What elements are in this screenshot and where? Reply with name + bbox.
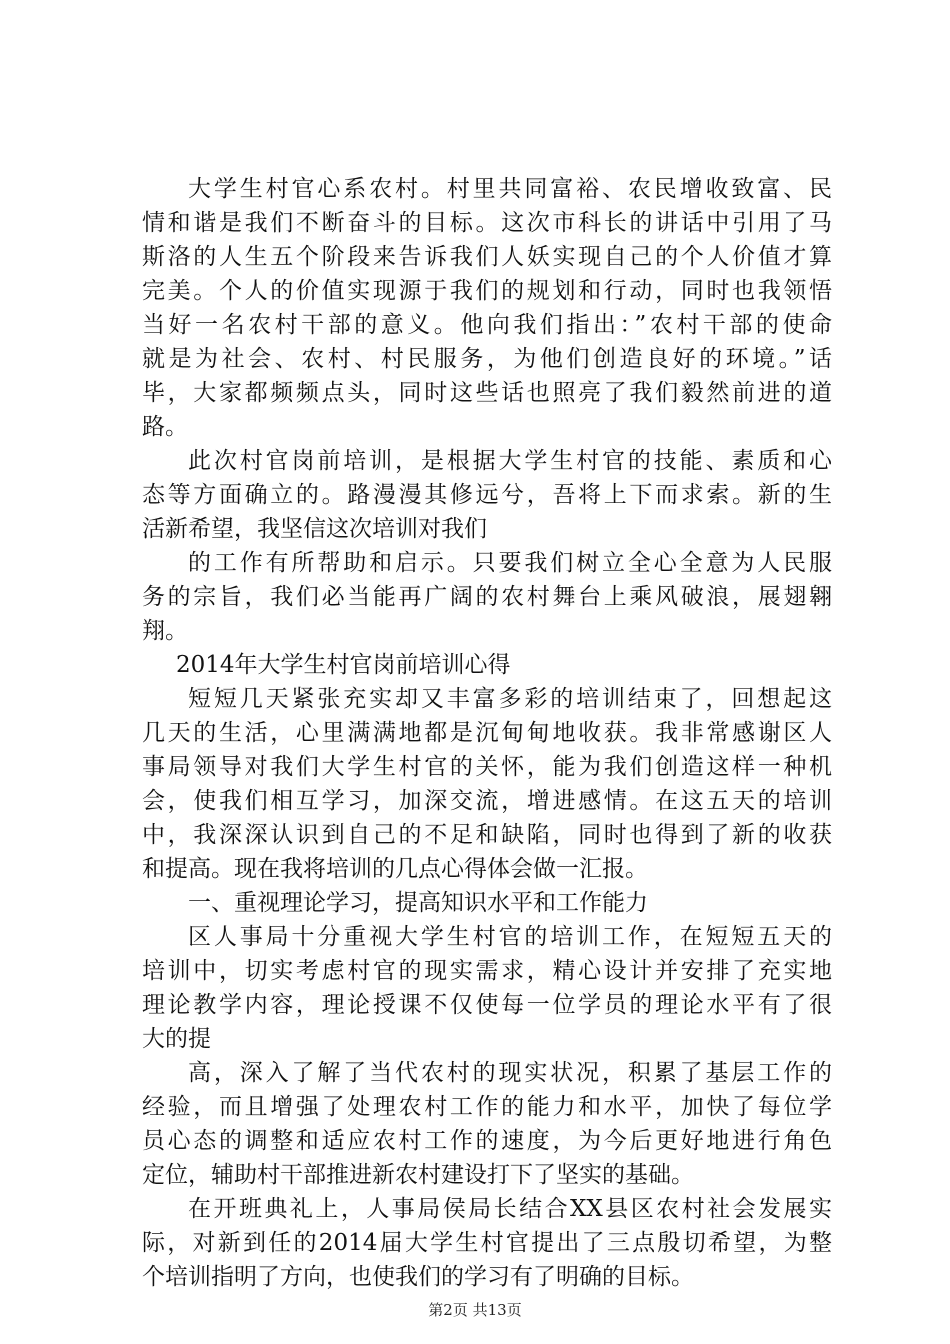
text-line: 理论教学内容，理论授课不仅使每一位学员的理论水平有了很	[142, 992, 832, 1018]
text-line: 高，深入了解了当代农村的现实状况，积累了基层工作的	[188, 1060, 832, 1086]
text-line: 活新希望，我坚信这次培训对我们	[142, 516, 487, 542]
text-line: 短短几天紧张充实却又丰富多彩的培训结束了，回想起这	[188, 686, 832, 712]
subheading: 一、重视理论学习，提高知识水平和工作能力	[188, 890, 648, 916]
body-text	[142, 172, 832, 1294]
text-line: 路。	[142, 414, 188, 440]
text-line: 定位，辅助村干部推进新农村建设打下了坚实的基础。	[142, 1162, 694, 1188]
text-line: 员心态的调整和适应农村工作的速度，为今后更好地进行角色	[142, 1128, 832, 1154]
text-line: 此次村官岗前培训，是根据大学生村官的技能、素质和心	[188, 448, 832, 474]
text-line: 和提高。现在我将培训的几点心得体会做一汇报。	[142, 856, 648, 882]
page-footer	[0, 1300, 950, 1320]
page-number: 第2页 共13页	[428, 1301, 522, 1319]
text-line: 在开班典礼上，人事局侯局长结合XX县区农村社会发展实	[188, 1196, 832, 1222]
text-line: 会，使我们相互学习，加深交流，增进感情。在这五天的培训	[142, 788, 832, 814]
text-line: 区人事局十分重视大学生村官的培训工作，在短短五天的	[188, 924, 832, 950]
text-line: 就是为社会、农村、村民服务，为他们创造良好的环境。”话	[142, 346, 832, 372]
text-line: 几天的生活，心里满满地都是沉甸甸地收获。我非常感谢区人	[142, 720, 832, 746]
text-line: 翔。	[142, 618, 188, 644]
text-line: 中，我深深认识到自己的不足和缺陷，同时也得到了新的收获	[142, 822, 832, 848]
text-line: 经验，而且增强了处理农村工作的能力和水平，加快了每位学	[142, 1094, 832, 1120]
text-line: 斯洛的人生五个阶段来告诉我们人妖实现自己的个人价值才算	[142, 244, 832, 270]
text-line: 大学生村官心系农村。村里共同富裕、农民增收致富、民	[188, 176, 832, 202]
text-line: 态等方面确立的。路漫漫其修远兮，吾将上下而求索。新的生	[142, 482, 832, 508]
section-title: 2014年大学生村官岗前培训心得	[176, 652, 511, 678]
text-line: 完美。个人的价值实现源于我们的规划和行动，同时也我领悟	[142, 278, 832, 304]
text-line: 情和谐是我们不断奋斗的目标。这次市科长的讲话中引用了马	[142, 210, 832, 236]
text-line: 的工作有所帮助和启示。只要我们树立全心全意为人民服	[188, 550, 832, 576]
text-line: 当好一名农村干部的意义。他向我们指出：”农村干部的使命	[142, 312, 832, 338]
text-line: 培训中，切实考虑村官的现实需求，精心设计并安排了充实地	[142, 958, 832, 984]
text-line: 个培训指明了方向，也使我们的学习有了明确的目标。	[142, 1264, 694, 1290]
text-line: 际，对新到任的2014届大学生村官提出了三点殷切希望，为整	[142, 1230, 832, 1256]
text-line: 大的提	[142, 1026, 211, 1052]
text-line: 毕，大家都频频点头，同时这些话也照亮了我们毅然前进的道	[142, 380, 832, 406]
text-line: 务的宗旨，我们必当能再广阔的农村舞台上乘风破浪，展翅翱	[142, 584, 832, 610]
text-line: 事局领导对我们大学生村官的关怀，能为我们创造这样一种机	[142, 754, 832, 780]
